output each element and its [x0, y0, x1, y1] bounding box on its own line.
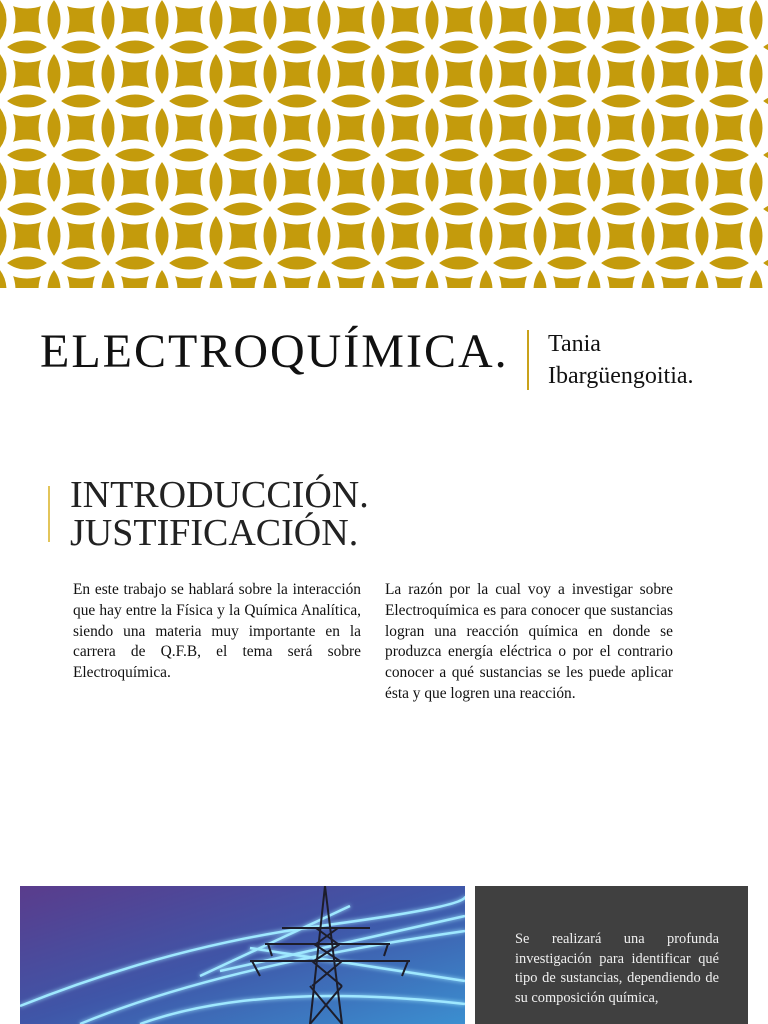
introduction-slide — [0, 470, 768, 870]
research-panel — [475, 886, 748, 1024]
author-first-name: Tania — [548, 331, 601, 357]
gold-circle-pattern — [0, 0, 768, 288]
pattern-graphic — [0, 0, 768, 288]
main-title: ELECTROQUÍMICA. — [40, 325, 509, 378]
research-paragraph: Se realizará una profunda investigación para identificar qué tipo de sustancias, dependiendo de su composición química, — [515, 931, 719, 1006]
title-slide — [0, 288, 768, 428]
justification-paragraph: La razón por la cual voy a investigar sobre Electroquímica es para conocer que sustancias logran una reacción química en donde se produzca energía eléctrica o por el contrario conocer a qué sustancias se les puede aplicar ésta y que logren una reacción. — [385, 581, 673, 702]
introduction-paragraph: En este trabajo se hablará sobre la interacción que hay entre la Física y la Química Analítica, siendo una materia muy importante en la carrera de Q.F.B, el tema será sobre Electroquímica. — [73, 581, 361, 682]
author-last-name: Ibargüengoitia. — [548, 363, 694, 389]
heading-introduccion: INTRODUCCIÓN. — [70, 474, 369, 516]
author-name — [548, 328, 694, 392]
heading-accent-bar — [48, 486, 50, 542]
heading-justificacion: JUSTIFICACIÓN. — [70, 512, 359, 554]
section-heading — [70, 476, 369, 552]
power-tower-illustration — [20, 886, 465, 1024]
title-divider — [527, 330, 529, 390]
transmission-tower-image — [20, 886, 465, 1024]
